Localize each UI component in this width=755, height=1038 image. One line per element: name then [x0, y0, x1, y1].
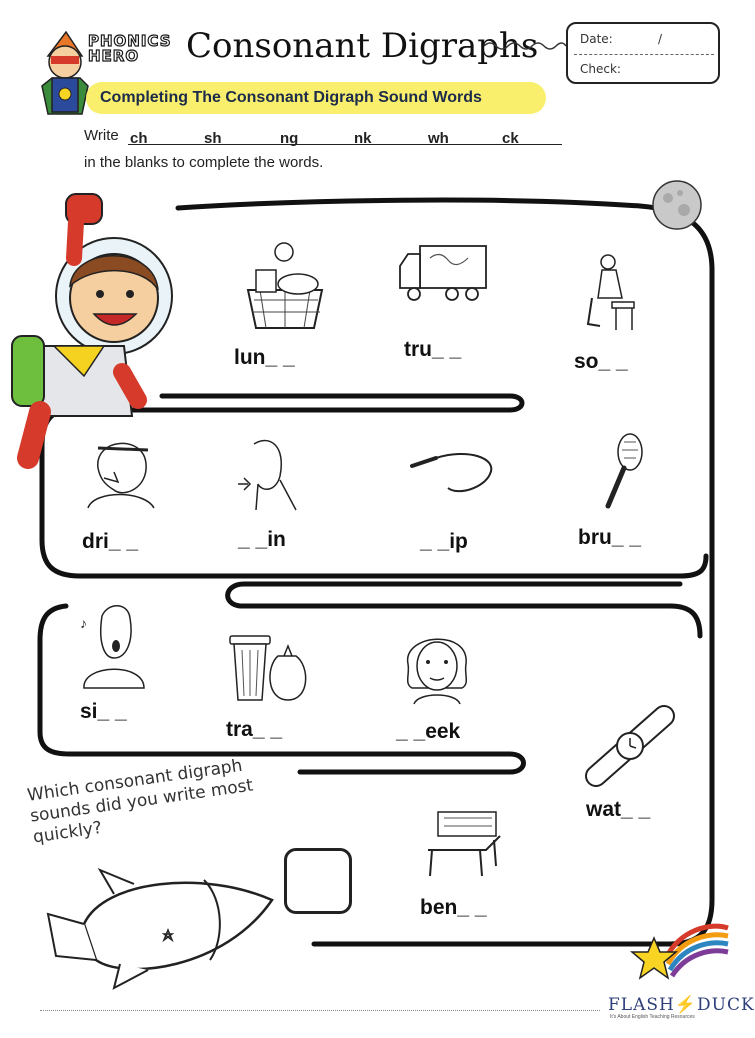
word-cheek: _ _eek [396, 720, 461, 743]
word-drink: dri_ _ [82, 530, 139, 553]
svg-text:♪: ♪ [80, 615, 87, 631]
digraph-underline [128, 144, 562, 145]
page-title: Consonant Digraphs [186, 26, 539, 66]
instruction-text: in the blanks to complete the words. [84, 154, 324, 171]
drink-icon [84, 428, 160, 508]
date-label: Date: [580, 32, 613, 46]
trash-icon [226, 626, 308, 702]
truck-icon [396, 240, 490, 306]
moon-icon [650, 178, 704, 232]
watch-icon [588, 706, 672, 786]
date-check-box [566, 22, 720, 84]
flashduck-logo: FLASH⚡DUCK [608, 995, 755, 1015]
digraph-sh: sh [204, 130, 222, 147]
check-label: Check: [580, 62, 621, 76]
whip-icon [408, 448, 496, 502]
word-watch: wat_ _ [586, 798, 651, 821]
lightning-icon: ⚡ [674, 995, 698, 1015]
star-rainbow-icon [630, 918, 730, 980]
write-label: Write [84, 127, 119, 144]
digraph-wh: wh [428, 130, 449, 147]
squiggle-decoration [482, 38, 568, 54]
lunch-icon [240, 240, 330, 330]
answer-box[interactable] [284, 848, 352, 914]
word-lunch: lun_ _ [234, 346, 295, 369]
word-sock: so_ _ [574, 350, 628, 373]
footer-divider [40, 1010, 600, 1011]
word-trash: tra_ _ [226, 718, 283, 741]
rocket-icon [44, 860, 280, 990]
question-text: Which consonant digraph sounds did you write most quickly? [26, 755, 255, 848]
word-chin: _ _in [238, 528, 286, 551]
word-truck: tru_ _ [404, 338, 462, 361]
digraph-ng: ng [280, 130, 299, 147]
bench-icon [424, 806, 504, 878]
digraph-ck: ck [502, 130, 519, 147]
digraph-ch: ch [130, 130, 148, 147]
word-whip: _ _ip [420, 530, 468, 553]
digraph-nk: nk [354, 130, 372, 147]
brush-icon [600, 432, 646, 512]
sock-icon [582, 252, 638, 332]
date-separator: / [658, 32, 663, 46]
chin-icon [236, 436, 298, 510]
subtitle: Completing The Consonant Digraph Sound Words [100, 89, 482, 106]
word-sing: si_ _ [80, 700, 127, 723]
brand-tagline: It's About English Teaching Resources [610, 1014, 695, 1020]
cheek-icon [400, 624, 474, 704]
word-brush: bru_ _ [578, 526, 642, 549]
logo-wordmark: PHONICS HERO [88, 32, 172, 65]
word-bench: ben_ _ [420, 896, 487, 919]
sing-icon [78, 602, 150, 688]
